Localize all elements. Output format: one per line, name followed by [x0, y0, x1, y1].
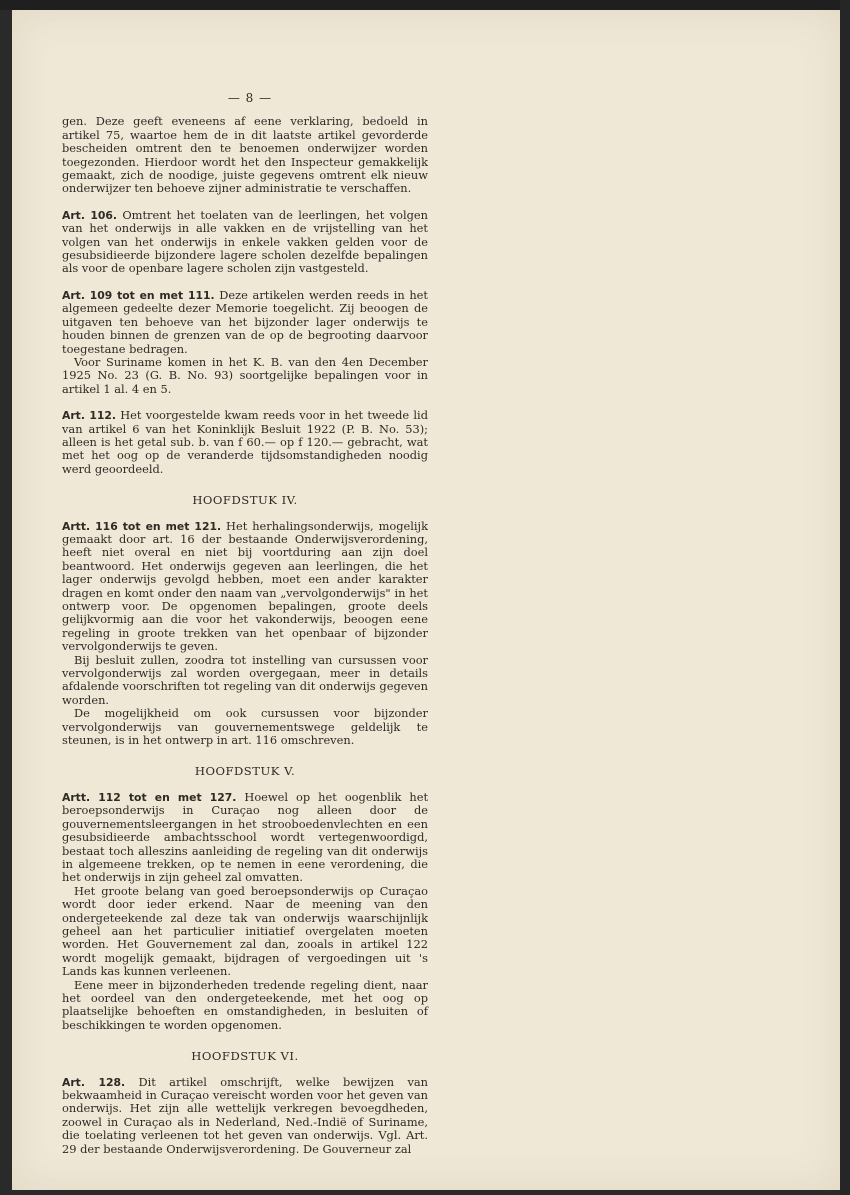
- article-106: [62, 209, 428, 276]
- article-128-label: Art. 128.: [62, 1075, 126, 1089]
- article-116-121: [62, 520, 428, 748]
- article-112b-body: Hoewel op het oogenblik het beroepsonderwijs in Curaçao nog alleen door de gouvernementsleergangen in het strooboedenvlechten en een gesubsidieerde ambachtsschool wordt vertegenwoordigd, bestaat toch alleszins aanleiding de regeling van dit onderwijs in algemeene trekken, op te nemen in eene verordening, die het onderwijs in zijn geheel zal omvatten.: [62, 789, 429, 885]
- article-116-body: Het herhalingsonderwijs, mogelijk gemaakt door art. 16 der bestaande Onderwijsverordening, heeft niet overal en niet bij voortduring aan zijn doel beantwoord. Het onderwijs gegeven aan leerlingen, die het lager onderwijs gevolgd hebben, moet een ander karakter dragen en komt onder den naam van „vervolgonderwijs" in het ontwerp voor. De opgenomen bepalingen, groote deels gelijkvormig aan die voor het vakonderwijs, beoogen eene regeling in groote trekken van het openbaar of bijzonder vervolgonderwijs te geven.: [62, 518, 428, 654]
- article-109-label: Art. 109 tot en met 111.: [62, 288, 215, 302]
- article-109-text: [62, 289, 428, 356]
- text-column: [62, 92, 428, 1169]
- article-112b-continuation-2: Eene meer in bijzonderheden tredende regeling dient, naar het oordeel van den ondergeteekende, met het oog op plaatselijke behoeften en omstandigheden, in besluiten of beschikkingen te worden opgenomen.: [62, 977, 428, 1032]
- article-112: [62, 409, 428, 476]
- article-112-label: Art. 112.: [62, 409, 116, 423]
- scan-border-right: [840, 0, 850, 1195]
- article-109-continuation: Voor Suriname komen in het K. B. van den 4en December 1925 No. 23 (G. B. No. 93) soortgelijke bepalingen voor in artikel 1 al. 4 en 5.: [62, 354, 428, 396]
- article-112-text: [62, 409, 428, 476]
- article-106-label: Art. 106.: [62, 208, 118, 222]
- chapter-heading-vi: HOOFDSTUK VI.: [191, 1049, 299, 1064]
- scan-border-top: [0, 0, 850, 10]
- article-116-label: Artt. 116 tot en met 121.: [62, 519, 222, 533]
- article-116-text: [62, 520, 428, 654]
- article-106-body: Omtrent het toelaten van de leerlingen, het volgen van het onderwijs in alle vakken en de vrijstelling van het volgen van het onderwijs in enkele vakken gelden voor de gesubsidieerde bijzondere lagere scholen dezelfde bepalingen als voor de openbare lagere scholen zijn vastgesteld.: [62, 207, 428, 276]
- article-112b-continuation-1: Het groote belang van goed beroepsonderwijs op Curaçao wordt door ieder erkend. Naar de meening van den ondergeteekende zal deze tak van onderwijs waarschijnlijk geheel aan het particulier initiatief overgelaten moeten worden. Het Gouvernement zal dan, zooals in artikel 122 wordt mogelijk gemaakt, bijdragen of vergoedingen uit 's Lands kas kunnen verleenen.: [62, 883, 428, 979]
- chapter-heading-v: HOOFDSTUK V.: [194, 764, 296, 779]
- intro-text: gen. Deze geeft eveneens af eene verklaring, bedoeld in artikel 75, waartoe hem de in dit laatste artikel gevorderde bescheiden omtrent den te benoemen onderwijzer worden toegezonden. Hierdoor wordt het den Inspecteur gemakkelijk gemaakt, zich de noodige, juiste gegevens omtrent elk nieuw onderwijzer ten behoeve zijner administratie te verschaffen.: [62, 114, 428, 196]
- article-109-111: [62, 289, 428, 396]
- article-112b-label: Artt. 112 tot en met 127.: [62, 790, 237, 804]
- article-112b-text: [62, 791, 428, 885]
- article-128-text: [62, 1076, 428, 1156]
- chapter-heading-iv: HOOFDSTUK IV.: [192, 493, 298, 508]
- article-128: [62, 1076, 428, 1156]
- article-128-body: Dit artikel omschrijft, welke bewijzen van bekwaamheid in Curaçao vereischt worden voor het geven van onderwijs. Het zijn alle wettelijk verkregen bevoegdheden, zoowel in Curaçao als in Nederland, Ned.-Indië of Suriname, die toelating verleenen tot het geven van onderwijs. Vgl. Art. 29 der bestaande Onderwijsverordening. De Gouverneur zal: [62, 1074, 429, 1156]
- article-116-continuation-2: De mogelijkheid om ook cursussen voor bijzonder vervolgonderwijs van gouvernementswege geldelijk te steunen, is in het ontwerp in art. 116 omschreven.: [62, 706, 428, 748]
- article-116-continuation-1: Bij besluit zullen, zoodra tot instelling van cursussen voor vervolgonderwijs zal worden overgegaan, meer in details afdalende voorschriften tot regeling van dit onderwijs gegeven worden.: [62, 652, 428, 707]
- article-112-body: Het voorgestelde kwam reeds voor in het tweede lid van artikel 6 van het Koninklijk Besluit 1922 (P. B. No. 53); alleen is het getal sub. b. van f 60.— op f 120.— gebracht, wat met het oog op de veranderde tijdsomstandigheden noodig werd geoordeeld.: [62, 408, 428, 476]
- article-106-text: [62, 209, 428, 276]
- page-number: — 8 —: [227, 91, 273, 105]
- article-109-body: Deze artikelen werden reeds in het algemeen gedeelte dezer Memorie toegelicht. Zij beoogen de uitgaven ten behoeve van het bijzonder lager onderwijs te houden binnen de grenzen van de op de begrooting daarvoor toegestane bedragen.: [62, 287, 428, 356]
- article-112-127: [62, 791, 428, 1032]
- intro-paragraph: [62, 115, 428, 195]
- document-page: [12, 10, 840, 1190]
